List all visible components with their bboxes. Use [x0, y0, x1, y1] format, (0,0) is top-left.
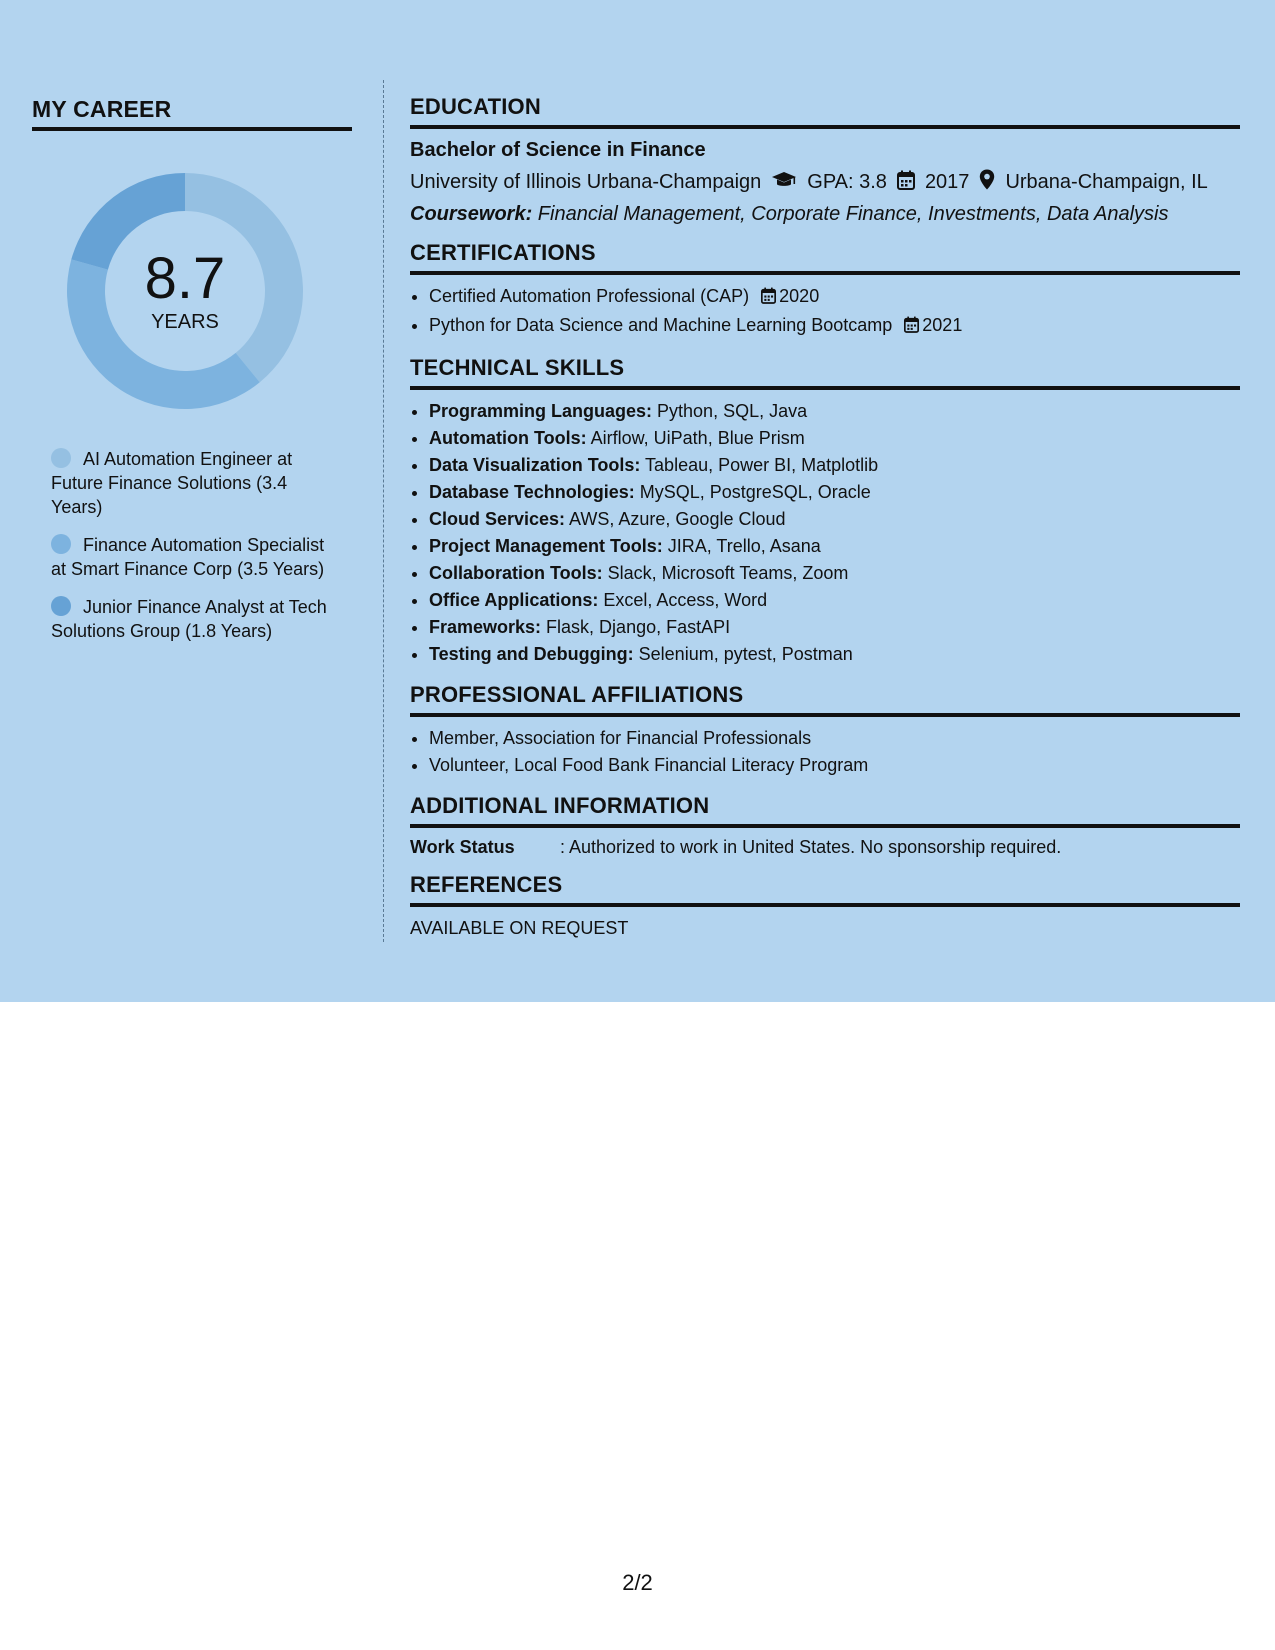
work-status-value: : Authorized to work in United States. No sponsorship required. [560, 837, 1062, 857]
location-pin-icon [979, 169, 995, 196]
list-item: • Volunteer, Local Food Bank Financial Literacy Program [429, 752, 1240, 779]
list-item [429, 506, 1240, 533]
skill-label: Frameworks: [429, 617, 542, 637]
skill-label: Project Management Tools: [429, 536, 663, 556]
education-section [410, 94, 1240, 226]
legend-label: Junior Finance Analyst at Tech Solutions Group (1.8 Years) [51, 597, 327, 641]
references-section [410, 872, 1240, 939]
calendar-icon [761, 285, 776, 312]
references-text: AVAILABLE ON REQUEST [410, 918, 629, 938]
list-item [429, 533, 1240, 560]
skill-value: Flask, Django, FastAPI [541, 617, 731, 637]
certification-year: 2020 [779, 286, 820, 306]
coursework-list: Financial Management, Corporate Finance, Investments, Data Analysis [532, 203, 1169, 225]
section-rule [410, 271, 1240, 275]
career-legend [51, 447, 341, 643]
list-item [429, 425, 1240, 452]
legend-item [51, 595, 341, 643]
certification-year: 2021 [922, 315, 963, 335]
section-rule [410, 125, 1240, 129]
skills-title: TECHNICAL SKILLS [410, 355, 625, 380]
legend-dot [51, 596, 71, 616]
skill-value: Selenium, pytest, Postman [633, 644, 853, 664]
legend-dot [51, 448, 71, 468]
degree: Bachelor of Science in Finance [410, 139, 706, 161]
list-item [429, 560, 1240, 587]
additional-info-section [410, 793, 1240, 858]
skill-value: Excel, Access, Word [598, 590, 768, 610]
affiliations-list [410, 725, 1240, 779]
certification-name: Python for Data Science and Machine Learning Bootcamp [429, 315, 893, 335]
career-sidebar [32, 96, 352, 657]
list-item [429, 587, 1240, 614]
list-item [429, 283, 1240, 312]
skill-value: Tableau, Power BI, Matplotlib [640, 455, 879, 475]
legend-label: Finance Automation Specialist at Smart Finance Corp (3.5 Years) [51, 535, 325, 579]
certifications-section [410, 240, 1240, 341]
column-divider [383, 80, 384, 942]
coursework-label: Coursework: [410, 203, 533, 225]
skill-label: Data Visualization Tools: [429, 455, 641, 475]
certifications-list [410, 283, 1240, 341]
list-item [429, 398, 1240, 425]
section-rule [410, 713, 1240, 717]
certifications-title: CERTIFICATIONS [410, 240, 596, 265]
list-item [429, 452, 1240, 479]
total-years-unit: YEARS [151, 310, 219, 333]
total-years-value: 8.7 [144, 245, 226, 311]
list-item [429, 479, 1240, 506]
list-item [429, 641, 1240, 668]
skill-label: Office Applications: [429, 590, 599, 610]
graduation-cap-icon [771, 171, 797, 195]
university: University of Illinois Urbana-Champaign [410, 171, 762, 193]
section-rule [410, 386, 1240, 390]
donut-center [65, 171, 305, 411]
calendar-icon [897, 170, 915, 196]
legend-item [51, 447, 341, 519]
affiliations-title: PROFESSIONAL AFFILIATIONS [410, 682, 744, 707]
work-status-row [410, 837, 1240, 858]
skill-label: Testing and Debugging: [429, 644, 634, 664]
certification-name: Certified Automation Professional (CAP) [429, 286, 750, 306]
section-rule [410, 824, 1240, 828]
career-donut-chart [65, 171, 305, 411]
skill-value: Airflow, UiPath, Blue Prism [586, 428, 805, 448]
work-status-label: Work Status [410, 837, 515, 857]
legend-label: AI Automation Engineer at Future Finance Solutions (3.4 Years) [51, 449, 293, 517]
resume-main [410, 94, 1240, 953]
calendar-icon [904, 314, 919, 341]
list-item [429, 614, 1240, 641]
additional-info-title: ADDITIONAL INFORMATION [410, 793, 710, 818]
education-title: EDUCATION [410, 94, 541, 119]
education-meta [410, 169, 1240, 196]
career-title-rule [32, 127, 352, 131]
skill-label: Database Technologies: [429, 482, 635, 502]
page-number: 2/2 [622, 1570, 653, 1595]
skill-value: Python, SQL, Java [652, 401, 808, 421]
skills-section [410, 355, 1240, 668]
skill-label: Cloud Services: [429, 509, 566, 529]
gpa: GPA: 3.8 [807, 171, 887, 193]
skill-label: Collaboration Tools: [429, 563, 603, 583]
graduation-year: 2017 [924, 171, 970, 193]
legend-dot [51, 534, 71, 554]
skill-label: Programming Languages: [429, 401, 653, 421]
skill-value: AWS, Azure, Google Cloud [565, 509, 786, 529]
affiliations-section [410, 682, 1240, 779]
list-item [429, 312, 1240, 341]
coursework [410, 203, 1240, 226]
section-rule [410, 903, 1240, 907]
location: Urbana-Champaign, IL [1005, 171, 1208, 193]
list-item: • Member, Association for Financial Professionals [429, 725, 1240, 752]
skill-value: JIRA, Trello, Asana [662, 536, 821, 556]
skill-value: MySQL, PostgreSQL, Oracle [634, 482, 871, 502]
references-title: REFERENCES [410, 872, 563, 897]
skill-label: Automation Tools: [429, 428, 587, 448]
legend-item [51, 533, 341, 581]
career-title: MY CAREER [32, 96, 172, 122]
skills-list [410, 398, 1240, 668]
skill-value: Slack, Microsoft Teams, Zoom [602, 563, 849, 583]
